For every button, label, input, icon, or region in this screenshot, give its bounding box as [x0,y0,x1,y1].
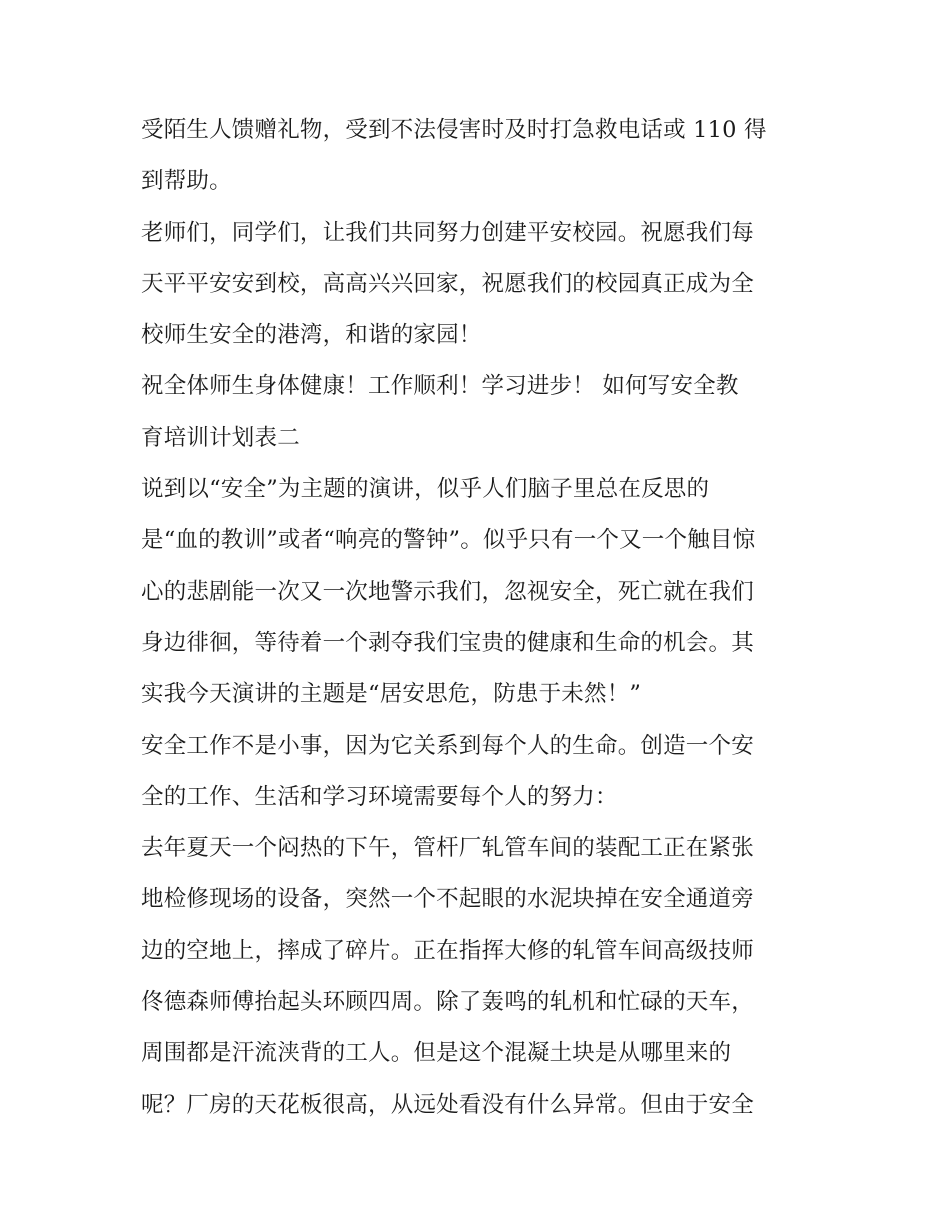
text-line: 校师生安全的港湾，和谐的家园！ [141,322,482,349]
text-line: 边的空地上，摔成了碎片。正在指挥大修的轧管车间高级技师 [141,937,754,964]
text-line: 地检修现场的设备，突然一个不起眼的水泥块掉在安全通道旁 [141,886,754,913]
text-line: 育培训计划表二 [141,424,300,451]
text-line: 身边徘徊，等待着一个剥夺我们宝贵的健康和生命的机会。其 [141,629,754,656]
text-line: 祝全体师生身体健康！工作顺利！学习进步！ 如何写安全教 [141,373,739,400]
text-line: 心的悲剧能一次又一次地警示我们，忽视安全，死亡就在我们 [141,578,754,605]
text-line: 全的工作、生活和学习环境需要每个人的努力： [141,783,618,810]
text-line: 受陌生人馈赠礼物，受到不法侵害时及时打急救电话或 110 得 [141,117,767,143]
text-line: 实我今天演讲的主题是“居安思危，防患于未然！” [141,681,642,708]
text-line: 是“血的教训”或者“响亮的警钟”。似乎只有一个又一个触目惊 [141,527,756,554]
text-line: 安全工作不是小事，因为它关系到每个人的生命。创造一个安 [141,732,754,759]
text-line: 到帮助。 [141,168,232,195]
text-line: 佟德森师傅抬起头环顾四周。除了轰鸣的轧机和忙碌的天车， [141,989,754,1016]
document-body [141,108,821,1134]
text-line: 说到以“安全”为主题的演讲，似乎人们脑子里总在反思的 [141,476,710,503]
text-line: 呢？厂房的天花板很高，从远处看没有什么异常。但由于安全 [141,1091,754,1118]
text-line: 天平平安安到校，高高兴兴回家，祝愿我们的校园真正成为全 [141,270,754,297]
text-line: 去年夏天一个闷热的下午，管杆厂轧管车间的装配工正在紧张 [141,835,754,862]
text-line: 周围都是汗流浃背的工人。但是这个混凝土块是从哪里来的 [141,1040,732,1067]
text-line: 老师们，同学们，让我们共同努力创建平安校园。祝愿我们每 [141,219,754,246]
